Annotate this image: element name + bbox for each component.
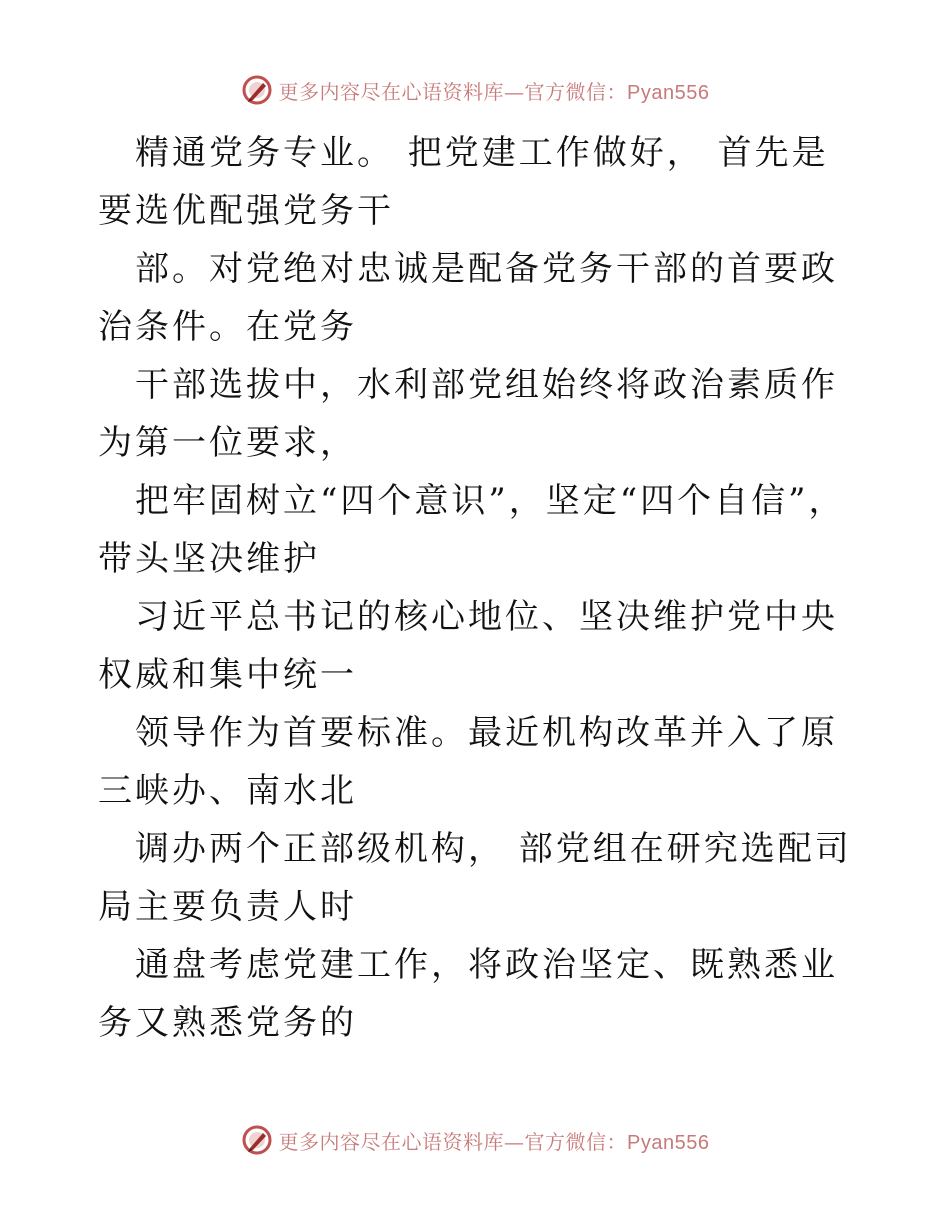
- pen-emblem-icon: [241, 1124, 273, 1156]
- paragraph: 通盘考虑党建工作，将政治坚定、既熟悉业务又熟悉党务的: [98, 945, 838, 1043]
- paragraph: 把牢固树立“四个意识”，坚定“四个自信”，带头坚决维护: [98, 481, 846, 579]
- footer-watermark: [0, 1122, 950, 1158]
- header-watermark: [0, 72, 950, 108]
- watermark-text: 更多内容尽在心语资料库—官方微信：Pyan556: [278, 1129, 710, 1154]
- paragraph: 干部选拔中，水利部党组始终将政治素质作为第一位要求，: [98, 365, 838, 463]
- paragraph: 习近平总书记的核心地位、坚决维护党中央权威和集中统一: [98, 597, 838, 695]
- pen-emblem-icon: [241, 74, 273, 106]
- document-body: [98, 124, 858, 1052]
- watermark-text: 更多内容尽在心语资料库—官方微信：Pyan556: [278, 79, 710, 104]
- paragraph: 精通党务专业。 把党建工作做好， 首先是要选优配强党务干: [98, 133, 829, 231]
- wechat-id: Pyan556: [627, 81, 710, 104]
- paragraph: 领导作为首要标准。最近机构改革并入了原三峡办、南水北: [98, 713, 838, 811]
- wechat-id: Pyan556: [627, 1131, 710, 1154]
- paragraph: 调办两个正部级机构， 部党组在研究选配司局主要负责人时: [98, 829, 852, 927]
- paragraph: 部。对党绝对忠诚是配备党务干部的首要政治条件。在党务: [98, 249, 838, 347]
